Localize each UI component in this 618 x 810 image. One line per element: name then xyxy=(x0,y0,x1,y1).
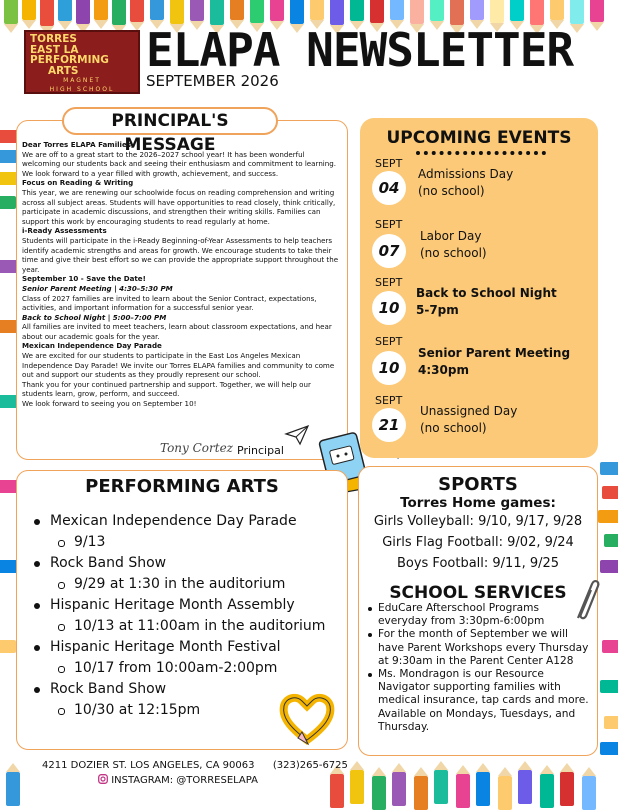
pencil-icon xyxy=(450,0,464,25)
event-day: 04 xyxy=(372,171,406,205)
pencil-icon xyxy=(600,680,618,693)
sports-line: Girls Flag Football: 9/02, 9/24 xyxy=(382,535,574,550)
pencil-icon xyxy=(0,640,16,653)
event-note: (no school) xyxy=(418,184,485,198)
logo-line: TORRES xyxy=(30,33,77,45)
list-item: 10/13 at 11:00am in the auditorium xyxy=(30,616,350,637)
logo-magnet: MAGNET xyxy=(63,77,101,84)
pencil-icon xyxy=(22,0,36,20)
list-item: Hispanic Heritage Month Assembly xyxy=(30,595,350,616)
pencil-icon xyxy=(604,716,618,729)
pencil-icon xyxy=(6,772,20,806)
events-heading: UPCOMING EVENTS xyxy=(386,128,572,148)
pencil-icon xyxy=(476,772,490,806)
performing-arts-heading: PERFORMING ARTS xyxy=(85,476,279,497)
logo-line: EAST LA xyxy=(30,43,79,56)
event-title: Back to School Night xyxy=(416,286,557,300)
message-paragraph: All families are invited to meet teachers, learn about classroom expectations, and hear about our academic goals for the year. xyxy=(22,322,332,341)
message-paragraph: Thank you for your continued partnership and support. Together, we will help our students learn, grow, perform, and succeed. xyxy=(22,379,311,399)
footer-contact xyxy=(42,760,348,771)
event-item xyxy=(418,345,570,379)
pencil-icon xyxy=(430,0,444,21)
event-item xyxy=(416,285,557,319)
pencil-icon xyxy=(518,770,532,804)
principal-role: Principal xyxy=(237,444,284,457)
pencil-icon xyxy=(600,462,618,475)
paperclip-icon xyxy=(568,578,602,624)
logo-school: HIGH SCHOOL xyxy=(49,86,115,93)
event-note: 5-7pm xyxy=(416,303,459,317)
pencil-icon xyxy=(456,774,470,808)
pencil-icon xyxy=(390,0,404,20)
sports-heading: SPORTS xyxy=(438,474,518,495)
pencil-icon xyxy=(330,0,344,25)
instagram-icon xyxy=(98,774,108,784)
principal-heading: PRINCIPAL'S MESSAGE xyxy=(62,107,278,135)
footer-address: 4211 DOZIER ST. LOS ANGELES, CA 90063 xyxy=(42,760,255,771)
pencil-icon xyxy=(498,776,512,810)
pencil-icon xyxy=(392,772,406,806)
event-month: SEPT xyxy=(375,335,403,348)
pencil-icon xyxy=(150,0,164,20)
pencil-icon xyxy=(570,0,584,24)
pencil-icon xyxy=(270,0,284,21)
pencil-heart-icon xyxy=(278,692,336,746)
list-item: Hispanic Heritage Month Festival xyxy=(30,637,350,658)
pencil-icon xyxy=(550,0,564,20)
sports-subheading: Torres Home games: xyxy=(400,495,556,511)
pencil-icon xyxy=(210,0,224,25)
message-paragraph: Students will participate in the i-Ready Beginning-of-Year Assessments to help teachers identify academic strengths and areas for growth. We encourage students to take their time and give their best effort so we can provide the appropriate support throughout the year. xyxy=(22,235,339,274)
pencil-icon xyxy=(540,774,554,808)
pencil-icon xyxy=(560,772,574,806)
logo-line: ARTS xyxy=(48,64,79,77)
message-paragraph: Senior Parent Meeting | 4:30–5:30 PM xyxy=(22,283,173,293)
list-item: Rock Band Show xyxy=(30,679,350,700)
event-note: 4:30pm xyxy=(418,363,469,377)
sports-line: Boys Football: 9/11, 9/25 xyxy=(396,556,560,571)
message-paragraph: i-Ready Assessments xyxy=(22,226,107,236)
list-item: 9/13 xyxy=(30,532,350,553)
message-paragraph: Back to School Night | 5:00–7:00 PM xyxy=(22,312,167,322)
principal-message xyxy=(22,140,340,409)
event-day: 10 xyxy=(372,351,406,385)
event-title: Senior Parent Meeting xyxy=(418,346,571,360)
pencil-icon xyxy=(510,0,524,21)
event-title: Labor Day xyxy=(420,229,482,243)
services-heading: SCHOOL SERVICES xyxy=(389,583,567,603)
pencil-icon xyxy=(230,0,244,20)
pencil-icon xyxy=(372,776,386,810)
message-paragraph: Class of 2027 families are invited to learn about the Senior Contract, expectations, activities, and important information for a successful senior year. xyxy=(22,293,317,313)
principal-signature: Tony Cortez xyxy=(160,441,234,455)
school-logo xyxy=(24,30,140,94)
newsletter-title: ELAPA NEWSLETTER xyxy=(146,23,574,77)
event-note: (no school) xyxy=(420,421,487,435)
pencil-icon xyxy=(190,0,204,21)
message-paragraph: September 10 - Save the Date! xyxy=(22,274,146,284)
instagram-link[interactable]: INSTAGRAM: @TORRESELAPA xyxy=(111,775,259,786)
pencil-icon xyxy=(414,776,428,810)
list-item: 10/30 at 12:15pm xyxy=(30,700,350,721)
paper-plane-icon xyxy=(284,424,310,446)
pencil-icon xyxy=(370,0,384,23)
event-title: Admissions Day xyxy=(418,167,514,181)
pencil-icon xyxy=(582,776,596,810)
performing-arts-list xyxy=(30,511,350,721)
events-divider xyxy=(416,151,546,155)
list-item: Ms. Mondragon is our Resource Navigator supporting families with medical insurance, tap cards and more. Available on Mondays, Tuesdays, and Thursday. xyxy=(366,668,590,734)
event-title: Unassigned Day xyxy=(420,404,518,418)
footer-social xyxy=(98,774,258,786)
pencil-icon xyxy=(40,0,54,26)
pencil-icon xyxy=(310,0,324,20)
message-paragraph: We are excited for our students to participate in the East Los Angeles Mexican Independence Day Parade! We invite our Torres ELAPA families and community to come out and support our students as they proudly represent our school. xyxy=(22,351,335,380)
pencil-icon xyxy=(4,0,18,24)
pencil-icon xyxy=(470,0,484,20)
list-item: Mexican Independence Day Parade xyxy=(30,511,350,532)
pencil-icon xyxy=(598,510,618,523)
sports-line: Girls Volleyball: 9/10, 9/17, 9/28 xyxy=(373,514,583,529)
message-paragraph: We are off to a great start to the 2026–2027 school year! It has been wonderful welcoming our students back and seeing their enthusiasm and commitment to learning. We look forward to a year filled with growth, achievement, and success. xyxy=(22,149,337,178)
pencil-icon xyxy=(76,0,90,24)
pencil-icon xyxy=(350,770,364,804)
pencil-icon xyxy=(350,0,364,21)
newsletter-date: SEPTEMBER 2026 xyxy=(146,72,279,90)
pencil-icon xyxy=(490,0,504,23)
event-month: SEPT xyxy=(375,276,403,289)
event-day: 10 xyxy=(372,291,406,325)
pencil-icon xyxy=(290,0,304,24)
event-note: (no school) xyxy=(420,246,487,260)
pencil-icon xyxy=(604,534,618,547)
pencil-icon xyxy=(410,0,424,24)
logo-line: PERFORMING xyxy=(30,54,109,66)
pencil-icon xyxy=(590,0,604,22)
pencil-icon xyxy=(94,0,108,20)
pencil-icon xyxy=(250,0,264,23)
list-item: Rock Band Show xyxy=(30,553,350,574)
event-day: 21 xyxy=(372,408,406,442)
message-paragraph: Mexican Independence Day Parade xyxy=(22,341,162,351)
pencil-icon xyxy=(530,0,544,25)
pencil-icon xyxy=(112,0,126,25)
list-item: For the month of September we will have Parent Workshops every Thursday at 9:30am in the Parent Center A128 xyxy=(366,628,590,668)
message-paragraph: We look forward to seeing you on September 10! xyxy=(22,399,197,409)
pencil-icon xyxy=(130,0,144,22)
event-item xyxy=(418,166,513,200)
list-item: EduCare Afterschool Programs everyday from 3:30pm-6:00pm xyxy=(366,602,590,628)
list-item: 9/29 at 1:30 in the auditorium xyxy=(30,574,350,595)
message-paragraph: Dear Torres ELAPA Families, xyxy=(22,140,134,149)
pencil-icon xyxy=(58,0,72,21)
event-month: SEPT xyxy=(375,218,403,231)
pencil-icon xyxy=(0,196,16,209)
event-day: 07 xyxy=(372,234,406,268)
message-paragraph: Focus on Reading & Writing xyxy=(22,178,134,188)
pencil-icon xyxy=(600,560,618,573)
services-list xyxy=(366,602,590,734)
pencil-icon xyxy=(170,0,184,24)
pencil-icon xyxy=(330,774,344,808)
pencil-icon xyxy=(602,486,618,499)
message-paragraph: This year, we are renewing our schoolwide focus on reading comprehension and writing across all subject areas. Students will have opportunities to read closely, think critically, participate in academic discussions, and strengthen their writing skills. Families can support this work by encouraging students to read regularly at home. xyxy=(22,187,336,226)
event-item xyxy=(420,228,487,262)
footer-phone: (323)265-6725 xyxy=(272,760,348,771)
list-item: 10/17 from 10:00am-2:00pm xyxy=(30,658,350,679)
event-item xyxy=(420,403,517,437)
pencil-icon xyxy=(602,640,618,653)
event-month: SEPT xyxy=(375,157,403,170)
logo-text xyxy=(30,34,134,76)
pencil-icon xyxy=(434,770,448,804)
pencil-icon xyxy=(600,742,618,755)
event-month: SEPT xyxy=(375,394,403,407)
